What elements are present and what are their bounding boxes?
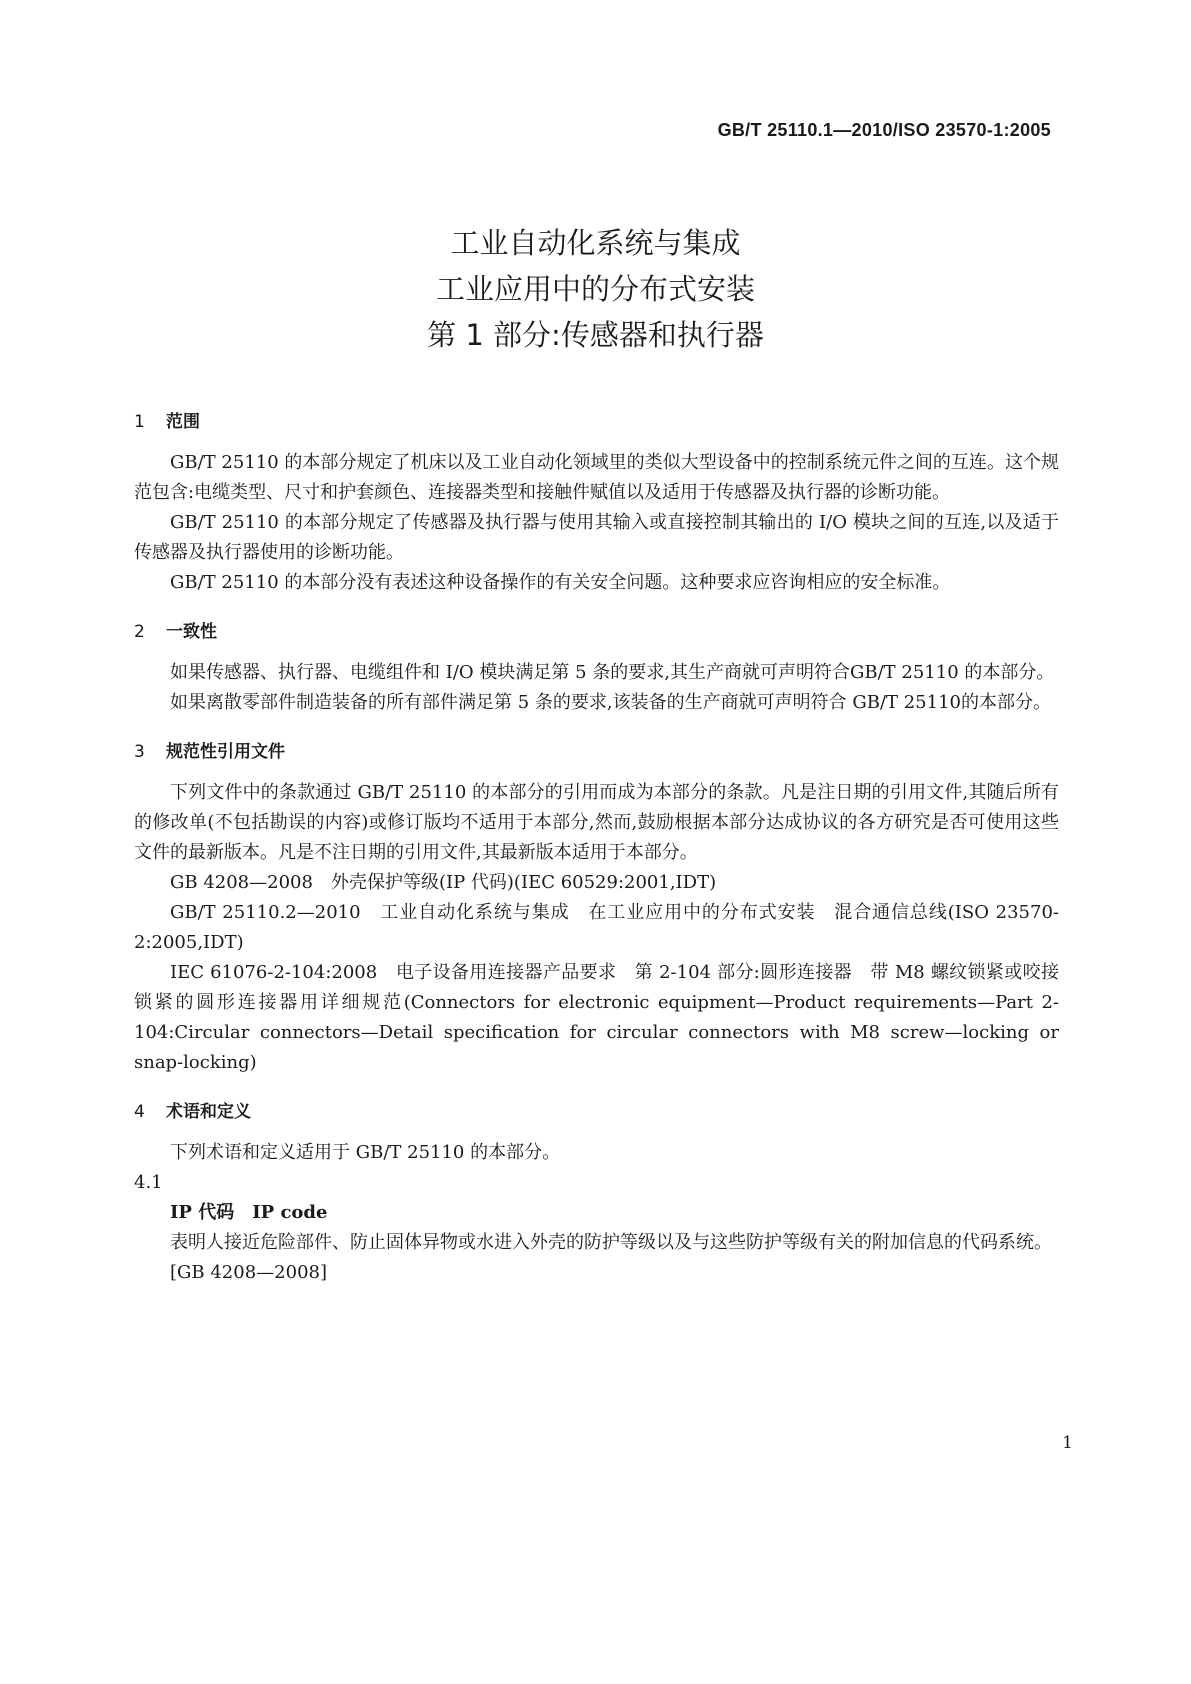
clause-number: 4.1 bbox=[134, 1172, 163, 1193]
section-number: 1 bbox=[134, 412, 145, 432]
document-body bbox=[134, 410, 1059, 1288]
reference-entry: IEC 61076-2-104:2008 电子设备用连接器产品要求 第 2-104 部分:圆形连接器 带 M8 螺纹锁紧或咬接锁紧的圆形连接器用详细规范(Connectors for electronic equipment—Product requirements—Part 2-104:Circular connectors—Detail specification for circular connectors with M8 screw—locking or snap-locking) bbox=[134, 962, 1059, 1073]
title-line-1: 工业自动化系统与集成 bbox=[450, 226, 741, 260]
term-entry: IP 代码 IP code bbox=[170, 1202, 328, 1223]
paragraph: 如果传感器、执行器、电缆组件和 I/O 模块满足第 5 条的要求,其生产商就可声明符合GB/T 25110 的本部分。 bbox=[170, 662, 1055, 683]
page-number: 1 bbox=[1062, 1433, 1073, 1453]
paragraph: GB/T 25110 的本部分规定了传感器及执行器与使用其输入或直接控制其输出的 I/O 模块之间的互连,以及适于传感器及执行器使用的诊断功能。 bbox=[134, 512, 1059, 563]
section-number: 4 bbox=[134, 1102, 145, 1122]
section-number: 2 bbox=[134, 622, 145, 642]
section-2-heading bbox=[134, 620, 1059, 644]
document-title bbox=[0, 220, 1191, 358]
title-line-2: 工业应用中的分布式安装 bbox=[435, 272, 755, 306]
term-definition: 表明人接近危险部件、防止固体异物或水进入外壳的防护等级以及与这些防护等级有关的附加信息的代码系统。 bbox=[170, 1232, 1052, 1253]
section-title: 规范性引用文件 bbox=[166, 742, 285, 762]
title-line-3: 第 1 部分:传感器和执行器 bbox=[427, 318, 764, 352]
paragraph: 下列术语和定义适用于 GB/T 25110 的本部分。 bbox=[170, 1142, 561, 1163]
paragraph: 如果离散零部件制造装备的所有部件满足第 5 条的要求,该装备的生产商就可声明符合 GB/T 25110的本部分。 bbox=[170, 692, 1051, 713]
paragraph: GB/T 25110 的本部分没有表述这种设备操作的有关安全问题。这种要求应咨询相应的安全标准。 bbox=[170, 572, 951, 593]
paragraph: 下列文件中的条款通过 GB/T 25110 的本部分的引用而成为本部分的条款。凡是注日期的引用文件,其随后所有的修改单(不包括勘误的内容)或修订版均不适用于本部分,然而,鼓励根据本部分达成协议的各方研究是否可使用这些文件的最新版本。凡是不注日期的引用文件,其最新版本适用于本部分。 bbox=[134, 782, 1059, 863]
paragraph: GB/T 25110 的本部分规定了机床以及工业自动化领域里的类似大型设备中的控制系统元件之间的互连。这个规范包含:电缆类型、尺寸和护套颜色、连接器类型和接触件赋值以及适用于传感器及执行器的诊断功能。 bbox=[134, 452, 1059, 503]
standard-code: GB/T 25110.1—2010/ISO 23570-1:2005 bbox=[717, 120, 1051, 140]
section-title: 一致性 bbox=[166, 622, 217, 642]
reference-entry: GB/T 25110.2—2010 工业自动化系统与集成 在工业应用中的分布式安装 混合通信总线(ISO 23570-2:2005,IDT) bbox=[134, 902, 1059, 953]
section-3-heading bbox=[134, 740, 1059, 764]
reference-entry: GB 4208—2008 外壳保护等级(IP 代码)(IEC 60529:2001,IDT) bbox=[170, 872, 717, 893]
section-title: 术语和定义 bbox=[166, 1102, 251, 1122]
section-title: 范围 bbox=[166, 412, 200, 432]
term-source: [GB 4208—2008] bbox=[170, 1262, 327, 1283]
section-number: 3 bbox=[134, 742, 145, 762]
section-4-heading bbox=[134, 1100, 1059, 1124]
section-1-heading bbox=[134, 410, 1059, 434]
